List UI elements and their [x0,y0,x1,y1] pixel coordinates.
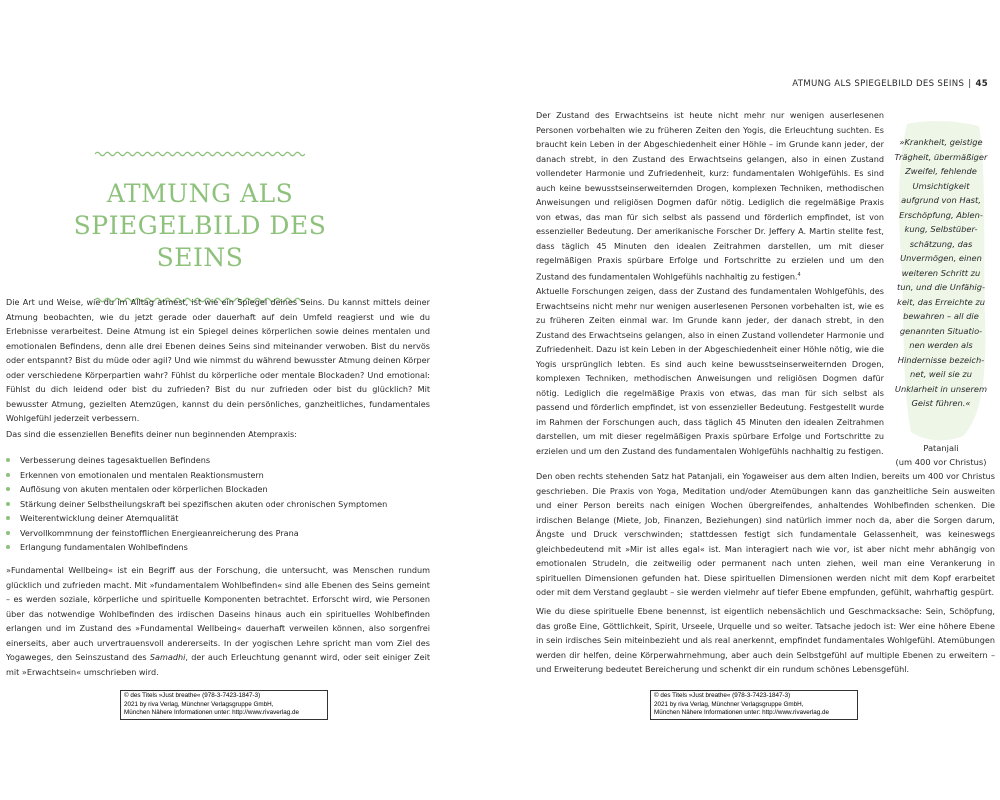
copyright-line: München Nähere Informationen unter: http://www.rivaverlag.de [654,709,830,717]
wellbeing-text-b: , der auch Erleuchtung genannt wird, oder seit einiger Zeit mit »Erwachtsein« umschrieben wird. [6,652,430,677]
bullet-icon [6,502,10,506]
quote-line: Erschöpfung, Ablen- [899,209,983,220]
quote-line: keit, das Erreichte zu [897,296,985,307]
bullet-icon [6,545,10,549]
chapter-title-block [40,150,360,304]
wavy-divider-top [95,150,305,158]
list-item [6,468,387,483]
running-head-separator: | [968,79,972,89]
copyright-line: München Nähere Informationen unter: http://www.rivaverlag.de [124,709,300,717]
bullet-icon [6,516,10,520]
list-item-text: Weiterentwicklung deiner Atemqualität [20,513,179,523]
quote-line: net, weil sie zu [909,369,972,379]
quote-line: »Krankheit, geistige [899,137,983,147]
bullet-icon [6,531,10,535]
quote-line: Hindernisse bezeich- [897,354,985,365]
copyright-notice-right [650,690,858,720]
bullet-icon [6,473,10,477]
list-item-text: Auflösung von akuten mentalen oder körperlichen Blockaden [20,484,268,494]
quote-line: Unklarheit in unserem [894,383,988,394]
page-title-line-1: ATMUNG ALS [106,179,294,208]
quote-line: Trägheit, übermäßiger [894,151,988,162]
list-item [6,511,387,526]
copyright-line: 2021 by riva Verlag, Münchner Verlagsgruppe GmbH, [124,700,274,708]
intro-paragraph: Die Art und Weise, wie du im Alltag atmest, ist wie ein Spiegel deines Seins. Du kannst mittels deiner Atmung beobachten, wie du jetzt gerade oder dauerhaft auf dein Umfeld reagierst und wie du Erlebnisse verarbeitest. Deine Atmung ist ein Spiegel deines körperlichen sowie deines mentalen und emotionalen Befindens, denn alle drei Ebenen deines Seins sind miteinander verwoben. Bist du nervös oder entspannt? Bist du müde oder agil? Und wie nimmst du während bewusster Atmung deinen Körper oder verschiedene Körperpartien wahr? Fühlst du körperliche oder mentale Blockaden? Und emotional: Fühlst du dich leidend oder bist du zufrieden? Bist du nur zufrieden oder bist du glücklich? Mit bewusster Atmung, gezielten Atemzügen, kannst du dein persönliches, ganzheitliches, fundamentales Wohlgefühl jederzeit verbessern. [6,297,430,423]
samadhi-term: Samadhi [149,652,186,662]
quote-date: (um 400 vor Christus) [895,457,987,467]
quote-line: schätzung, das [909,238,973,249]
spiritual-level-paragraph: Wie du diese spirituelle Ebene benennst, ist eigentlich nebensächlich und Geschmacksache: Sein, Schöpfung, das große Eine, Göttlichkeit, Spirit, Urseele, Urquelle und so weiter. Tatsache jedoch ist: Wer eine höhere Ebene in sein irdisches Sein miteinbezieht und als real anerkennt, empfindet fundamentales Wohlgefühl. Atemübungen werden dir helfen, deine Körperwahrnehmung, aber auch dein Selbstgefühl auf multiple Ebenen zu erweitern – und Erweiterung bedeutet Bereicherung und schenkt dir ein rundum schönes Lebensgefühl. [536,606,995,674]
running-head [792,79,988,89]
quote-line: Umsichtigkeit [912,180,970,191]
wellbeing-text-a: »Fundamental Wellbeing« ist ein Begriff aus der Forschung, die untersucht, was Menschen rundum glücklich und zufrieden macht. Mit »fundamentalem Wohlbefinden« sind alle Ebenen des Seins gemeint – es werden soziale, körperliche und spirituelle Komponenten betrachtet. Erforscht wird, wie Personen über das notwendige Wohlbefinden des irdischen Daseins hinaus auch ein spirituelles Wohlbefinden erlangen und im Zustand des »Fundamental Wellbeing« dauerhaft verweilen können, also sorgenfrei einerseits, aber auch urvertrauensvoll andererseits. In der yogischen Lehre spricht man vom Ziel des Yogaweges, den Seinszustand des [6,565,430,662]
quote-sidebar [893,118,989,467]
list-item-text: Stärkung deiner Selbstheilungskraft bei spezifischen akuten oder chronischen Symptomen [20,498,388,509]
page-title-line-2: SPIEGELBILD DES SEINS [73,211,327,272]
awakening-paragraph [536,108,884,284]
running-head-title: ATMUNG ALS SPIEGELBILD DES SEINS [792,79,965,89]
copyright-notice-left [120,690,328,720]
benefits-lead: Das sind die essenziellen Benefits deiner nun beginnenden Atempraxis: [6,429,297,439]
list-item [6,526,387,541]
quote-line: bewahren – all die [903,311,979,321]
quote-line: genannten Situatio- [899,325,983,336]
patanjali-paragraph: Den oben rechts stehenden Satz hat Patanjali, ein Yogaweiser aus dem alten Indien, bereits um 400 vor Christus geschrieben. Die Praxis von Yoga, Meditation und/oder Atemübungen kann das ganzheitliche Sein ausweiten und einer Person bereits nach einigen Wochen übergreifendes, anhaltendes Wohlbefinden schenken. Die irdischen Belange (Miete, Job, Finanzen, Beziehungen) sind natürlich immer noch da, aber die Sorgen darum, Ängste und Druck verschwinden; stattdessen festigt sich fundamentale Gelassenheit, was keineswegs gleichbedeutend mit »Mir ist alles egal« ist. Man interagiert nach wie vor, ist aber nicht mehr abhängig von emotionalen Strudeln, die zeitweilig oder permanent nach unten ziehen, weil man eine Verankerung in spirituellen Dimensionen gefunden hat. Diese spirituellen Dimensionen werden nicht mit dem Kopf erarbeitet oder mit dem Verstand geglaubt – sie werden vielmehr auf tiefer Ebene empfunden, gefühlt, wahrhaftig gespürt. [536,471,995,597]
bullet-icon [6,458,10,462]
quote-line: aufgrund von Hast, [901,195,981,205]
quote-line: tun, und die Unfähig- [897,282,985,292]
footnote-marker: 4 [797,271,801,278]
list-item-text: Erkennen von emotionalen und mentalen Reaktionsmustern [20,469,264,480]
quote-line: nen werden als [909,340,973,350]
research-paragraph: Aktuelle Forschungen zeigen, dass der Zustand des fundamentalen Wohlgefühls, des Erwachtseins nicht mehr nur wenigen auserlesenen Personen vorbehalten ist, wie es zu früheren Zeiten einmal war. Im Grunde kann jeder, der danach strebt, in den Zustand des Erwachtseins gelangen, also in einen Zustand vollendeter Harmonie und Zufriedenheit. Dazu ist kein Leben in der Abgeschiedenheit einer Höhle nötig, wie die Yogis ursprünglich lebten. Es sind auch keine bewusstseinserweiternden Drogen, komplexen Techniken, methodischen Anweisungen und religiösen Dogmen dafür nötig. Lediglich die regelmäßige Praxis von etwas, das man für sich selbst als passend und förderlich empfindet, ist von essenzieller Bedeutung. Festgestellt wurde im Rahmen der Forschungen auch, dass täglich 45 Minuten den idealen Zeitrahmen darstellen, um mit dieser regelmäßigen Praxis spürbare Erfolge und Fortschritte zu erzielen und um den Zustand des fundamentalen Wohlgefühls nachhaltig zu festigen. [536,286,884,456]
quote-line: weiteren Schritt zu [901,267,981,278]
quote-line: Unvermögen, einen [900,253,982,263]
quote-author: Patanjali [923,443,959,453]
list-item [6,540,387,555]
quote-text [893,135,989,411]
bullet-icon [6,487,10,491]
benefits-list [6,453,387,555]
wellbeing-paragraph [6,563,430,679]
page-number: 45 [975,79,988,89]
page-title [40,178,360,274]
awakening-text: Der Zustand des Erwachtseins ist heute nicht mehr nur wenigen auserlesenen Personen vorbehalten wie zu früheren Zeiten den Yogis, die Erleuchtung suchten. Es braucht kein Leben in der Abgeschiedenheit einer Höhle – im Grunde kann jeder, der danach strebt, in den Zustand des Erwachtseins gelangen, also in einen Zustand vollendeter Harmonie und Zufriedenheit, kurz: fundamentalen Wohlgefühls. Es sind auch keine bewusstseinserweiternden Drogen, komplexen Techniken, methodischen Anweisungen und religiösen Dogmen dafür nötig. Lediglich die regelmäßige Praxis von etwas, das man für sich selbst als passend und förderlich empfindet, ist von essenzieller Bedeutung. Der amerikanische Forscher Dr. Jeffery A. Martin stellte fest, dass täglich 45 Minuten den idealen Zeitrahmen darstellen, um mit dieser regelmäßigen Praxis spürbare Erfolge und Fortschritte zu erzielen und um den Zustand des fundamentalen Wohlgefühls nachhaltig zu festigen. [536,110,884,282]
copyright-line: 2021 by riva Verlag, Münchner Verlagsgruppe GmbH, [654,700,804,708]
list-item-text: Verbesserung deines tagesaktuellen Befindens [20,455,211,465]
quote-line: Zweifel, fehlende [905,166,977,176]
list-item [6,497,387,512]
copyright-line: © des Titels »Just breathe« (978-3-7423-1847-3) [124,692,261,699]
list-item [6,453,387,468]
list-item [6,482,387,497]
list-item-text: Erlangung fundamentalen Wohlbefindens [20,542,188,552]
list-item-text: Vervollkommnung der feinstofflichen Energieanreicherung des Prana [20,527,299,538]
copyright-line: © des Titels »Just breathe« (978-3-7423-1847-3) [654,692,791,699]
quote-line: kung, Selbstüber- [904,224,978,234]
quote-line: Geist führen.« [911,398,971,408]
